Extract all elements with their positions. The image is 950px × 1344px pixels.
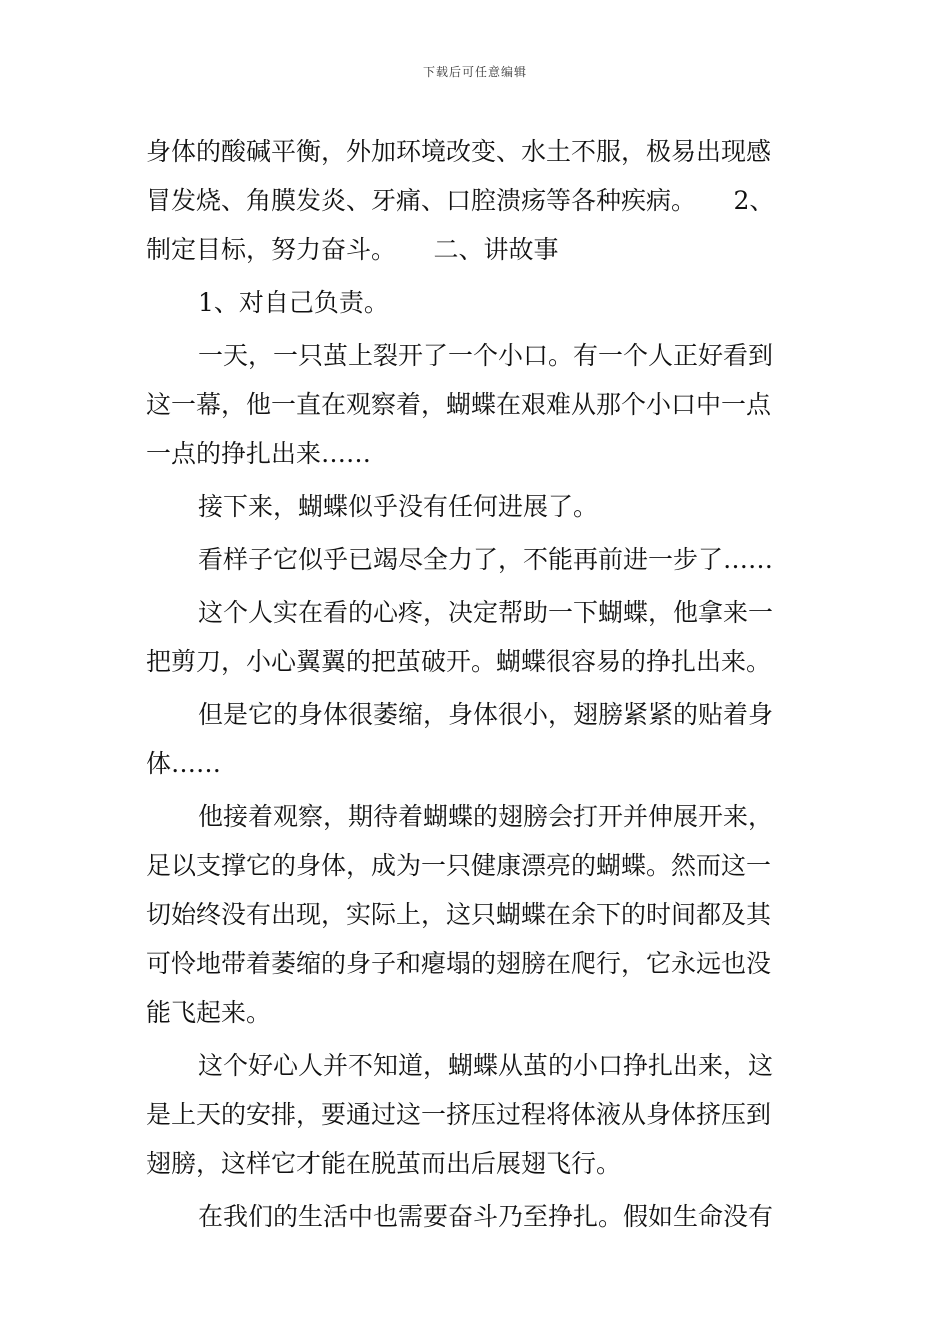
text-line: 一天，一只茧上裂开了一个小口。有一个人正好看到: [198, 341, 774, 370]
page-header: 下载后可任意编辑: [422, 65, 527, 79]
text-line: 看样子它似乎已竭尽全力了，不能再前进一步了……: [198, 545, 774, 574]
text-line: 翅膀，这样它才能在脱茧而出后展翅飞行。: [146, 1149, 622, 1178]
text-line: 这个好心人并不知道，蝴蝶从茧的小口挣扎出来，这: [198, 1051, 774, 1080]
text-line: 这一幕，他一直在观察着，蝴蝶在艰难从那个小口中一点: [146, 390, 772, 419]
text-line: 冒发烧、角膜发炎、牙痛、口腔溃疡等各种疾病。 2、: [146, 186, 775, 215]
text-line: 但是它的身体很萎缩，身体很小，翅膀紧紧的贴着身: [198, 700, 774, 729]
text-line: 是上天的安排，要通过这一挤压过程将体液从身体挤压到: [146, 1100, 772, 1129]
text-line: 身体的酸碱平衡，外加环境改变、水土不服，极易出现感: [146, 137, 772, 166]
text-line: 1、对自己负责。: [198, 288, 389, 317]
text-line: 可怜地带着萎缩的身子和瘪塌的翅膀在爬行，它永远也没: [146, 949, 772, 978]
document-body: [146, 127, 808, 1241]
text-line: 这个人实在看的心疼，决定帮助一下蝴蝶，他拿来一: [198, 598, 774, 627]
text-line: 能飞起来。: [146, 998, 272, 1027]
text-line: 把剪刀，小心翼翼的把茧破开。蝴蝶很容易的挣扎出来。: [146, 647, 772, 676]
text-line: 制定目标，努力奋斗。 二、讲故事: [146, 235, 559, 264]
text-line: 切始终没有出现，实际上，这只蝴蝶在余下的时间都及其: [146, 900, 772, 929]
text-line: 他接着观察，期待着蝴蝶的翅膀会打开并伸展开来，: [198, 802, 774, 831]
text-line: 在我们的生活中也需要奋斗乃至挣扎。假如生命没有: [198, 1202, 774, 1231]
text-line: 一点的挣扎出来……: [146, 439, 372, 468]
text-line: 足以支撑它的身体，成为一只健康漂亮的蝴蝶。然而这一: [146, 851, 772, 880]
text-line: 体……: [146, 749, 222, 778]
text-line: 接下来，蝴蝶似乎没有任何进展了。: [198, 492, 599, 521]
